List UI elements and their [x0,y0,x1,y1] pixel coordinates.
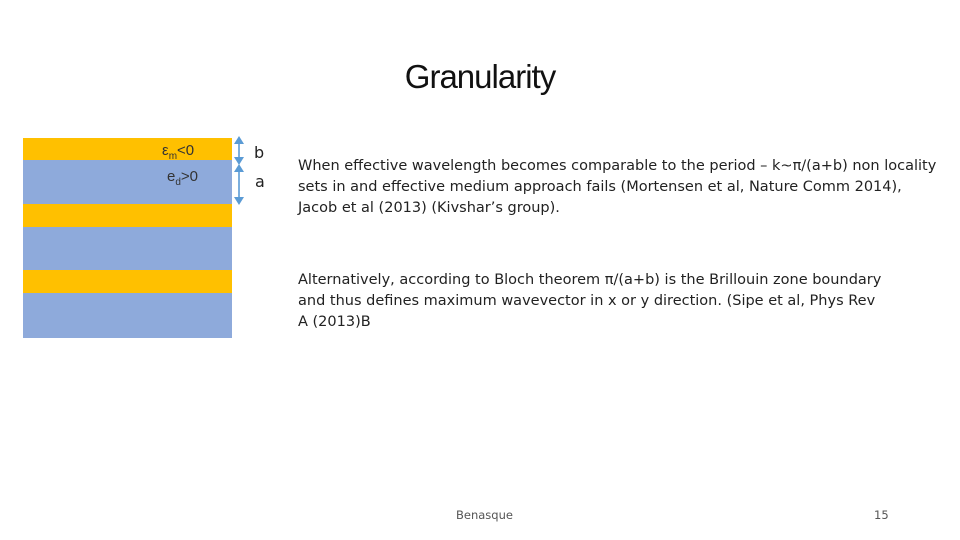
a-arrow-bottom [234,197,244,205]
layer-stack [23,138,232,338]
b-arrow-top [234,136,244,144]
bloch-theorem-paragraph [298,270,938,333]
page-number: 15 [874,508,889,522]
metal-layer-3 [23,270,232,293]
a-thickness-label: a [255,172,265,191]
metal-permittivity-label: $\varepsilon_m<0$ [162,142,195,162]
nonlocality-paragraph [298,156,938,219]
dielectric-layer-2 [23,227,232,270]
metal-layer-1 [23,138,232,160]
slide-title: Granularity [404,58,556,95]
paragraph-line: and thus defines maximum wavevector in x or y direction. (Sipe et al, Phys Rev [298,293,876,309]
dielectric-layer-3 [23,293,232,338]
dielectric-layer-1 [23,160,232,204]
paragraph-line: When effective wavelength becomes comparable to the period – k~π/(a+b) non locality [298,158,937,174]
paragraph-line: sets in and effective medium approach fails (Mortensen et al, Nature Comm 2014), [298,179,902,195]
dimension-arrows [228,136,252,208]
dielectric-permittivity-label: $e_d>0$ [167,168,199,188]
paragraph-line: A (2013)B [298,314,371,330]
metal-layer-2 [23,204,232,227]
a-arrow-top [234,164,244,172]
paragraph-line: Alternatively, according to Bloch theorem π/(a+b) is the Brillouin zone boundary [298,272,882,288]
b-arrow-bottom [234,157,244,165]
b-thickness-label: b [254,143,265,162]
footer-venue: Benasque [456,508,513,522]
paragraph-line: Jacob et al (2013) (Kivshar’s group). [298,200,560,216]
